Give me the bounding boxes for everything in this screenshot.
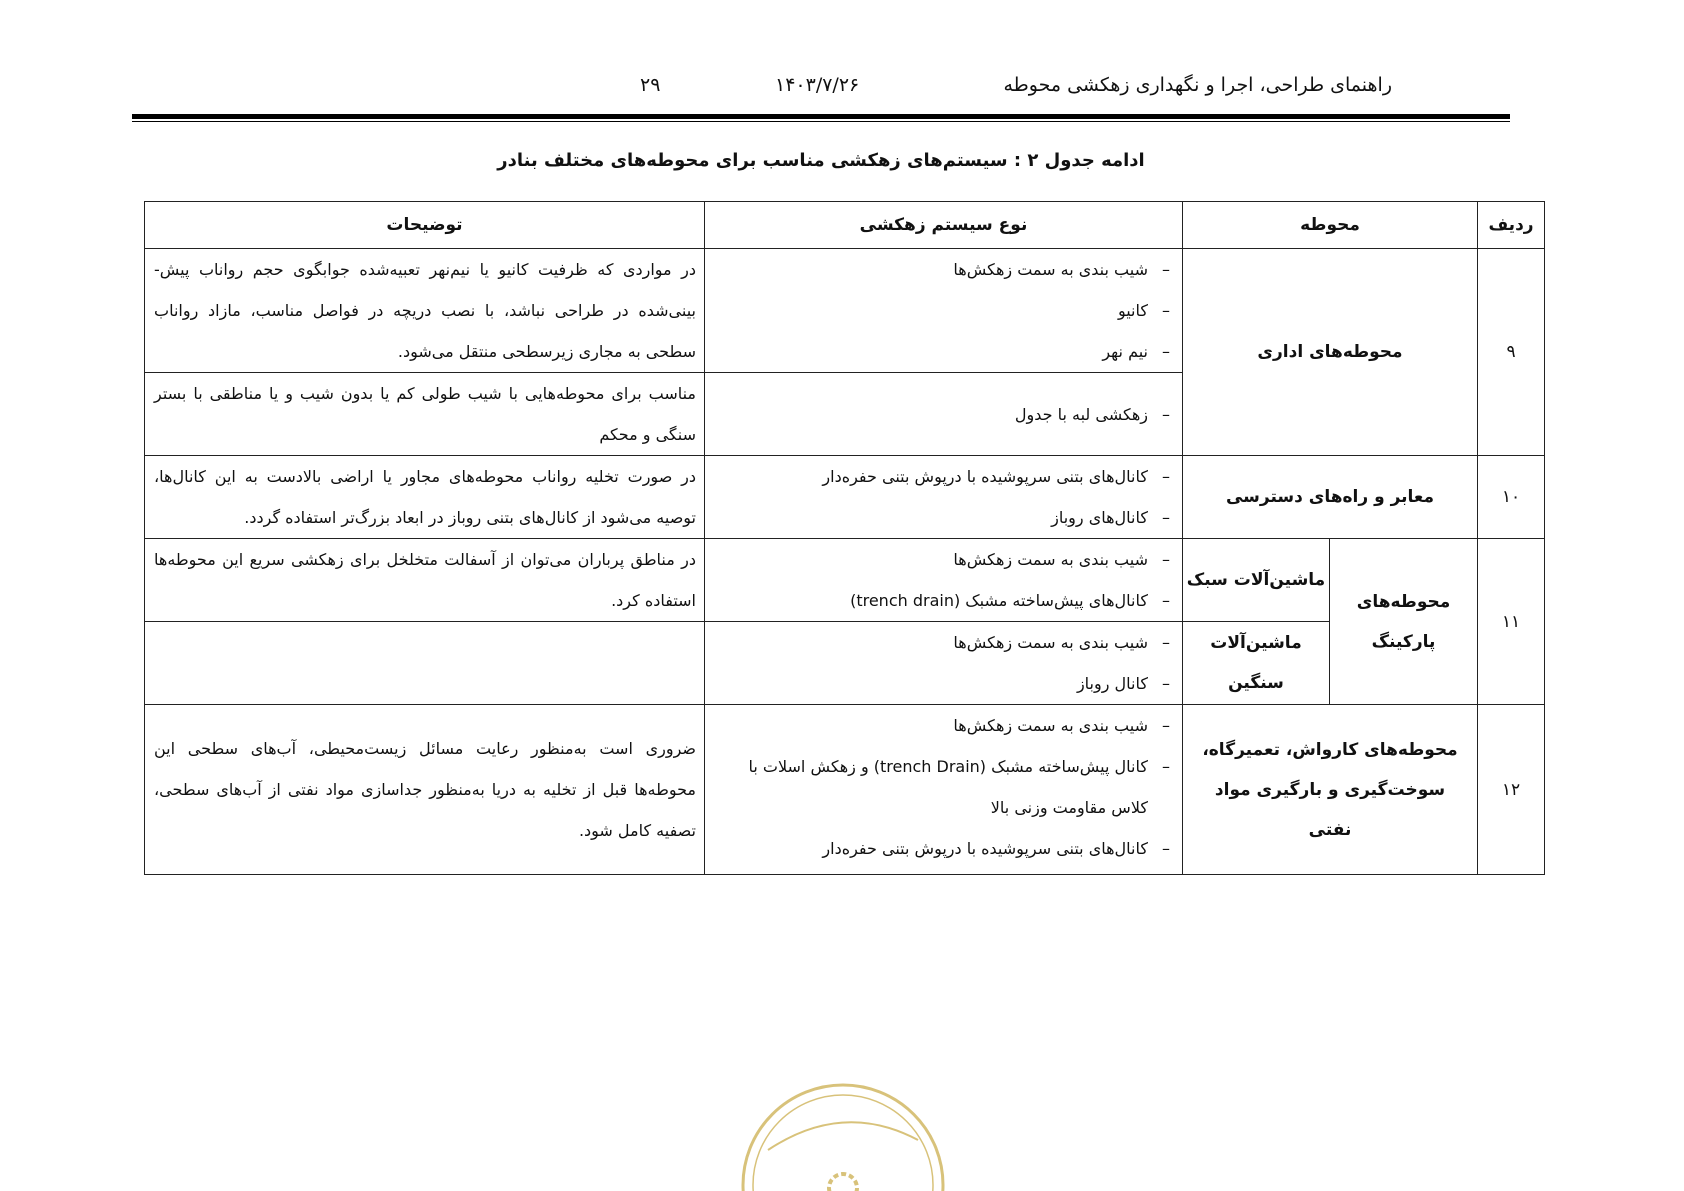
system-list — [705, 394, 1182, 435]
notes-text: ضروری است به‌منظور رعایت مسائل زیست‌محیطی، آب‌های سطحی این محوطه‌ها قبل از تخلیه به دریا به‌منظور جداسازی مواد نفتی از آب‌های سطحی، تصفیه کامل شود. — [154, 739, 696, 840]
system-item-text: شیب بندی به سمت زهکش‌ها — [953, 716, 1148, 735]
notes-text: مناسب برای محوطه‌هایی با شیب طولی کم یا بدون شیب و یا مناطقی با بستر سنگی و محکم — [154, 384, 696, 444]
header-cell-zone: محوطه — [1183, 202, 1478, 249]
system-item-text: کانال‌های بتنی سرپوشیده با درپوش بتنی حفره‌دار — [822, 467, 1148, 486]
system-list — [705, 622, 1182, 704]
header-rule — [132, 114, 1510, 119]
stamp-logo — [738, 1080, 948, 1191]
system-item-text: کانال‌های پیش‌ساخته مشبک (trench drain) — [850, 591, 1148, 610]
system-item-text: زهکشی لبه با جدول — [1014, 404, 1148, 424]
table-caption: ادامه جدول ۲ : سیستم‌های زهکشی مناسب برای محوطه‌های مختلف بنادر — [497, 150, 1145, 171]
system-list — [705, 539, 1182, 621]
header-page-number: ۲۹ — [640, 74, 661, 96]
header-cell-system: نوع سیستم زهکشی — [705, 202, 1183, 249]
list-item: – کانال پیش‌ساخته مشبک (trench Drain) و زهکش اسلات با کلاس مقاومت وزنی بالا — [748, 757, 1170, 817]
list-item: – زهکشی لبه با جدول — [1014, 404, 1170, 424]
table-row — [145, 456, 1545, 539]
notes-cell — [145, 456, 705, 539]
row-number: ۱۰ — [1478, 456, 1545, 539]
system-item-text: نیم نهر — [1102, 342, 1148, 361]
system-cell — [705, 249, 1183, 373]
zone-cell: معابر و راه‌های دسترسی — [1183, 456, 1478, 539]
table-header-row — [145, 202, 1545, 249]
list-item: – شیب بندی به سمت زهکش‌ها — [953, 633, 1170, 652]
system-item-text: شیب بندی به سمت زهکش‌ها — [953, 260, 1148, 279]
notes-cell — [145, 373, 705, 456]
system-item-text: کانال پیش‌ساخته مشبک (trench Drain) و زهکش اسلات با کلاس مقاومت وزنی بالا — [748, 757, 1148, 817]
list-item: – کانیو — [1117, 301, 1170, 320]
notes-cell — [145, 622, 705, 705]
list-item: – کانال‌های پیش‌ساخته مشبک (trench drain) — [850, 591, 1170, 610]
system-cell — [705, 373, 1183, 456]
list-item: – شیب بندی به سمت زهکش‌ها — [953, 260, 1170, 279]
system-item-text: کانیو — [1117, 301, 1148, 320]
notes-text: در مواردی که ظرفیت کانیو یا نیم‌نهر تعبیه‌شده جوابگوی حجم رواناب پیش- بینی‌شده در طراحی نباشد، با نصب دریچه در فواصل مناسب، مازاد رواناب سطحی به مجاری زیرسطحی منتقل می‌شود. — [154, 260, 696, 361]
system-item-text: کانال‌های بتنی سرپوشیده با درپوش بتنی حفره‌دار — [822, 839, 1148, 858]
row-number: ۱۱ — [1478, 539, 1545, 705]
system-item-text: کانال‌های روباز — [1051, 508, 1148, 527]
system-cell — [705, 622, 1183, 705]
list-item: – کانال روباز — [1076, 674, 1170, 693]
subzone-cell: ماشین‌آلات سنگین — [1183, 622, 1330, 705]
notes-text: در صورت تخلیه رواناب محوطه‌های مجاور یا اراضی بالادست به این کانال‌ها، توصیه می‌شود از کانال‌های بتنی روباز در ابعاد بزرگ‌تر استفاده گردد. — [154, 467, 696, 527]
notes-text: در مناطق پرباران می‌توان از آسفالت متخلخل برای زهکشی سریع این محوطه‌ها استفاده کرد. — [154, 550, 696, 610]
zone-cell: محوطه‌های اداری — [1183, 249, 1478, 456]
row-number: ۱۲ — [1478, 705, 1545, 875]
notes-cell — [145, 249, 705, 373]
table-row — [145, 705, 1545, 875]
table-row — [145, 249, 1545, 373]
system-item-text: شیب بندی به سمت زهکش‌ها — [953, 550, 1148, 569]
header-title: راهنمای طراحی، اجرا و نگهداری زهکشی محوطه — [1003, 74, 1392, 96]
subzone-cell: ماشین‌آلات سبک — [1183, 539, 1330, 622]
drainage-systems-table — [144, 201, 1545, 875]
system-cell — [705, 539, 1183, 622]
notes-cell — [145, 705, 705, 875]
header-date: ۱۴۰۳/۷/۲۶ — [775, 74, 860, 96]
list-item: – شیب بندی به سمت زهکش‌ها — [953, 550, 1170, 569]
system-cell — [705, 705, 1183, 875]
header-cell-row: ردیف — [1478, 202, 1545, 249]
system-cell — [705, 456, 1183, 539]
system-list — [705, 456, 1182, 538]
zone-cell: محوطه‌های کارواش، تعمیرگاه، سوخت‌گیری و بارگیری مواد نفتی — [1183, 705, 1478, 875]
list-item: – نیم نهر — [1102, 342, 1170, 361]
stamp-seal-icon — [738, 1080, 948, 1191]
header-cell-notes: توضیحات — [145, 202, 705, 249]
header-rule-thin — [132, 121, 1510, 122]
zone-cell: محوطه‌های پارکینگ — [1330, 539, 1478, 705]
list-item: – کانال‌های روباز — [1051, 508, 1170, 527]
list-item: – کانال‌های بتنی سرپوشیده با درپوش بتنی حفره‌دار — [822, 839, 1170, 858]
list-item: – شیب بندی به سمت زهکش‌ها — [953, 716, 1170, 735]
system-list — [705, 705, 1182, 869]
system-item-text: شیب بندی به سمت زهکش‌ها — [953, 633, 1148, 652]
system-list — [705, 249, 1182, 372]
table-row — [145, 539, 1545, 622]
row-number: ۹ — [1478, 249, 1545, 456]
list-item: – کانال‌های بتنی سرپوشیده با درپوش بتنی حفره‌دار — [822, 467, 1170, 486]
notes-cell — [145, 539, 705, 622]
system-item-text: کانال روباز — [1076, 674, 1148, 693]
